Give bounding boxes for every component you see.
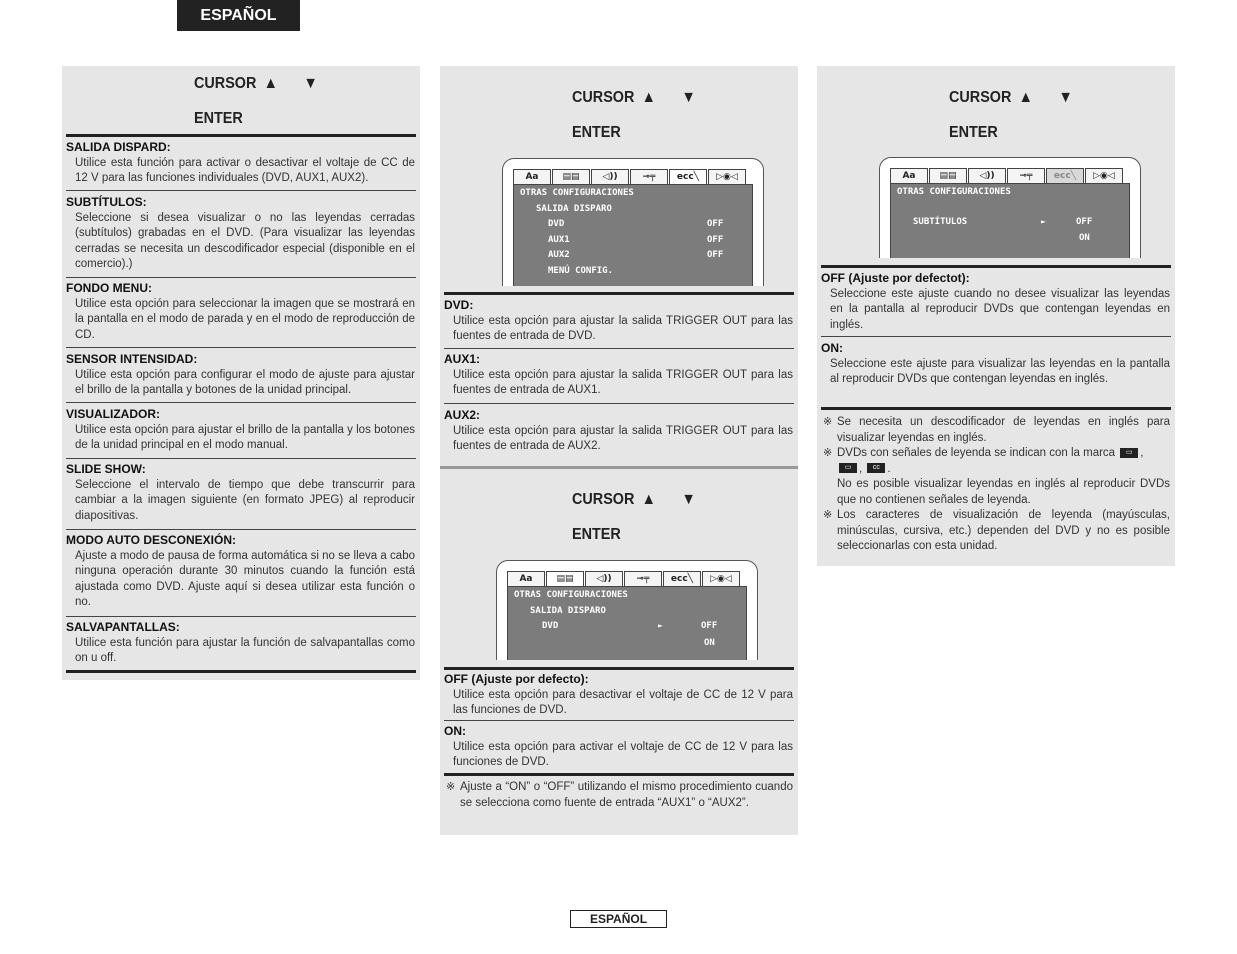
section-fondo-menu	[66, 281, 415, 343]
section-body: Seleccione el intervalo de tiempo que debe transcurrir para cambiar a la imagen siguiente (en formato JPEG) al reproducir diapositivas.	[75, 478, 415, 522]
osd-value: OFF	[707, 250, 724, 260]
section-title: DVD:	[444, 298, 474, 312]
section-modo-auto-desconexion	[66, 533, 415, 611]
section-aux2	[444, 408, 793, 455]
cursor-label: CURSOR	[572, 89, 635, 106]
section-title: OFF (Ajuste por defecto):	[444, 672, 589, 686]
note-block	[823, 415, 1170, 555]
osd-option: ON	[704, 638, 715, 648]
osd-tab-key-icon: ⊸╤	[624, 571, 662, 587]
note-text: DVDs con señales de leyenda se indican con la marca	[837, 447, 1116, 459]
osd-panel	[513, 184, 753, 286]
section-title: ON:	[821, 341, 843, 355]
section-dvd	[444, 298, 793, 345]
osd-line: AUX1	[548, 235, 570, 245]
section-title: SENSOR INTENSIDAD:	[66, 352, 198, 366]
section-title: AUX1:	[444, 352, 481, 366]
section-body: Utilice esta opción para activar el voltaje de CC de 12 V para las funciones de DVD.	[453, 740, 793, 768]
note-text: No es posible visualizar leyendas en inglés al reproducir DVDs que no contienen señales de leyenda.	[837, 478, 1170, 506]
note-mark-icon: ※	[823, 447, 833, 459]
section-off-default	[444, 672, 793, 719]
section-body: Utilice esta opción para ajustar la salida TRIGGER OUT para las fuentes de entrada de AUX2.	[453, 424, 793, 452]
caption-mark-icon: ▭	[839, 463, 857, 473]
section-body: Seleccione este ajuste para visualizar las leyendas en la pantalla al reproducir DVDs que contengan leyendas en inglés.	[830, 357, 1170, 385]
osd-tab-key-icon: ⊸╤	[1007, 168, 1045, 184]
section-title: MODO AUTO DESCONEXIÓN:	[66, 533, 237, 547]
section-divider	[66, 529, 416, 530]
section-title: FONDO MENU:	[66, 281, 152, 295]
osd-option: OFF	[1076, 217, 1093, 227]
column-2	[440, 66, 798, 835]
note-text: Ajuste a “ON” o “OFF” utilizando el mismo procedimiento cuando se selecciona como fuente de entrada “AUX1” o “AUX2”.	[460, 781, 793, 809]
note-item	[823, 508, 1170, 555]
osd-line: SALIDA DISPARO	[536, 204, 612, 214]
osd-tab-language-icon: Aa	[507, 571, 545, 587]
section-body: Utilice esta opción para ajustar la salida TRIGGER OUT para las fuentes de entrada de AUX1.	[453, 368, 793, 396]
section-body: Utilice esta opción para desactivar el voltaje de CC de 12 V para las funciones de DVD.	[453, 688, 793, 716]
section-salvapantallas	[66, 620, 415, 667]
osd-value: OFF	[707, 235, 724, 245]
section-divider	[444, 403, 794, 404]
osd-line: SUBTÍTULOS	[913, 217, 968, 227]
section-divider	[66, 616, 416, 617]
section-title: OFF (Ajuste por defectot):	[821, 271, 970, 285]
section-rule	[444, 292, 794, 295]
osd-line: OTRAS CONFIGURACIONES	[514, 590, 628, 600]
section-body: Utilice esta opción para seleccionar la imagen que se mostrará en la pantalla en el modo de parada y en el modo de reproducción de CD.	[75, 297, 415, 341]
section-on	[444, 724, 793, 771]
enter-label: ENTER	[572, 526, 621, 543]
cursor-enter-instruction	[194, 74, 329, 130]
section-body: Utilice esta opción para ajustar el brillo de la pantalla y los botones de la unidad principal en el modo manual.	[75, 423, 415, 451]
osd-tab-playback-icon: ▷◉◁	[1085, 168, 1123, 184]
osd-arrow-icon: ►	[1041, 217, 1046, 226]
section-slide-show	[66, 462, 415, 524]
section-body: Ajuste a modo de pausa de forma automática si no se lleva a cabo ninguna operación durante 30 minutos cuando la función está ajustada como DVD. Ajuste aquí si desea utilizar esta función o no.	[75, 549, 415, 608]
osd-tab-other-icon: ecc╲	[1046, 168, 1084, 184]
section-title: SLIDE SHOW:	[66, 462, 146, 476]
note-block	[446, 780, 793, 811]
section-rule	[821, 407, 1171, 410]
osd-tab-language-icon: Aa	[513, 169, 551, 185]
note-mark-icon: ※	[823, 509, 833, 521]
section-divider	[444, 720, 794, 721]
section-title: ON:	[444, 724, 466, 738]
osd-tab-bar	[513, 169, 747, 184]
cursor-enter-instruction	[949, 88, 1084, 144]
section-title: SALVAPANTALLAS:	[66, 620, 180, 634]
section-rule	[66, 134, 416, 137]
cursor-arrows-icon: ▲ ▼	[641, 491, 707, 508]
osd-tab-audio-icon: ◁))	[585, 571, 623, 587]
section-title: SALIDA DISPARD:	[66, 140, 171, 154]
section-divider	[66, 347, 416, 348]
language-tab-footer: ESPAÑOL	[570, 910, 667, 928]
osd-tab-bar	[507, 571, 741, 586]
osd-tab-audio-icon: ◁))	[591, 169, 629, 185]
osd-screen-subtitulos	[879, 157, 1141, 258]
cursor-label: CURSOR	[949, 89, 1012, 106]
osd-tab-playback-icon: ▷◉◁	[702, 571, 740, 587]
section-body: Seleccione este ajuste cuando no desee visualizar las leyendas en la pantalla al reproducir DVDs que contengan leyendas en inglés.	[830, 287, 1170, 331]
section-divider	[66, 458, 416, 459]
section-aux1	[444, 352, 793, 399]
cursor-enter-instruction	[572, 88, 707, 144]
section-body: Utilice esta función para ajustar la función de salvapantallas como on u off.	[75, 636, 415, 664]
caption-mark-icon: ▭	[1120, 448, 1138, 458]
cursor-arrows-icon: ▲ ▼	[263, 75, 329, 92]
section-divider	[444, 348, 794, 349]
osd-line: MENÚ CONFIG.	[548, 266, 614, 276]
section-body: Utilice esta función para activar o desactivar el voltaje de CC de 12 V para las funciones individuales (DVD, AUX1, AUX2).	[75, 156, 415, 184]
section-title: VISUALIZADOR:	[66, 407, 160, 421]
language-tab-header: ESPAÑOL	[177, 0, 300, 31]
section-divider	[821, 336, 1171, 337]
osd-line: SALIDA DISPARO	[530, 606, 606, 616]
enter-label: ENTER	[949, 124, 998, 141]
enter-label: ENTER	[194, 110, 243, 127]
section-title: AUX2:	[444, 408, 481, 422]
section-salida-dispard	[66, 140, 415, 187]
note-text: Se necesita un descodificador de leyendas en inglés para visualizar leyendas en inglés.	[837, 416, 1170, 444]
section-subtitulos	[66, 195, 415, 273]
icon-separator: ,	[1140, 447, 1144, 459]
section-title: SUBTÍTULOS:	[66, 195, 147, 209]
section-on	[821, 341, 1170, 388]
column-3	[817, 66, 1175, 566]
osd-tab-playback-icon: ▷◉◁	[708, 169, 746, 185]
osd-tab-key-icon: ⊸╤	[630, 169, 668, 185]
note-mark-icon: ※	[446, 781, 456, 793]
section-divider	[66, 190, 416, 191]
cc-mark-icon: cc	[867, 463, 885, 473]
osd-tab-display-icon: ▤▤	[546, 571, 584, 587]
section-rule	[444, 773, 794, 776]
note-item	[446, 780, 793, 811]
osd-value: OFF	[707, 219, 724, 229]
section-body: Utilice esta opción para ajustar la salida TRIGGER OUT para las fuentes de entrada de DVD.	[453, 314, 793, 342]
osd-tab-audio-icon: ◁))	[968, 168, 1006, 184]
osd-panel	[890, 183, 1130, 258]
section-rule	[66, 670, 416, 673]
section-body: Seleccione si desea visualizar o no las leyendas cerradas (subtítulos) grabadas en el DVD. (Para visualizar las leyendas cerradas se necesita un descodificador especial (disponible en el comercio).)	[75, 211, 415, 270]
osd-arrow-icon: ►	[658, 621, 663, 630]
osd-line: OTRAS CONFIGURACIONES	[520, 188, 634, 198]
cursor-label: CURSOR	[194, 75, 257, 92]
osd-option: OFF	[701, 621, 718, 631]
osd-tab-other-icon: ecc╲	[663, 571, 701, 587]
section-sensor-intensidad	[66, 352, 415, 399]
section-off-default	[821, 271, 1170, 333]
note-item: ※ DVDs con señales de leyenda se indican con la marca ▭ , ▭ , cc . No es posible visualizar leyendas en inglés al reproducir DVDs que no contienen señales de leyenda.	[823, 446, 1170, 508]
osd-tab-display-icon: ▤▤	[552, 169, 590, 185]
column-1	[62, 66, 420, 680]
icon-separator: ,	[859, 462, 863, 475]
osd-line: DVD	[542, 621, 559, 631]
cursor-label: CURSOR	[572, 491, 635, 508]
osd-tab-bar	[890, 168, 1124, 183]
osd-panel	[507, 586, 747, 660]
osd-screen-dvd	[496, 560, 758, 660]
osd-tab-language-icon: Aa	[890, 168, 928, 184]
note-item	[823, 415, 1170, 446]
section-rule	[821, 265, 1171, 268]
note-mark-icon: ※	[823, 416, 833, 428]
column-separator	[440, 466, 798, 469]
section-divider	[66, 402, 416, 403]
section-divider	[66, 277, 416, 278]
osd-tab-display-icon: ▤▤	[929, 168, 967, 184]
osd-option: ON	[1079, 233, 1090, 243]
cursor-enter-instruction	[572, 490, 707, 546]
note-text: Los caracteres de visualización de leyenda (mayúsculas, minúsculas, cursiva, etc.) dependen del DVD y no es posible seleccionarlas con esta unidad.	[837, 509, 1170, 552]
osd-line: DVD	[548, 219, 565, 229]
cursor-arrows-icon: ▲ ▼	[1018, 89, 1084, 106]
section-body: Utilice esta opción para configurar el modo de ajuste para ajustar el brillo de la pantalla y botones de la unidad principal.	[75, 368, 415, 396]
osd-screen-salida-disparo	[502, 158, 764, 286]
enter-label: ENTER	[572, 124, 621, 141]
osd-line: OTRAS CONFIGURACIONES	[897, 187, 1011, 197]
osd-line: AUX2	[548, 250, 570, 260]
section-rule	[444, 667, 794, 670]
cursor-arrows-icon: ▲ ▼	[641, 89, 707, 106]
osd-tab-other-icon: ecc╲	[669, 169, 707, 185]
section-visualizador	[66, 407, 415, 454]
